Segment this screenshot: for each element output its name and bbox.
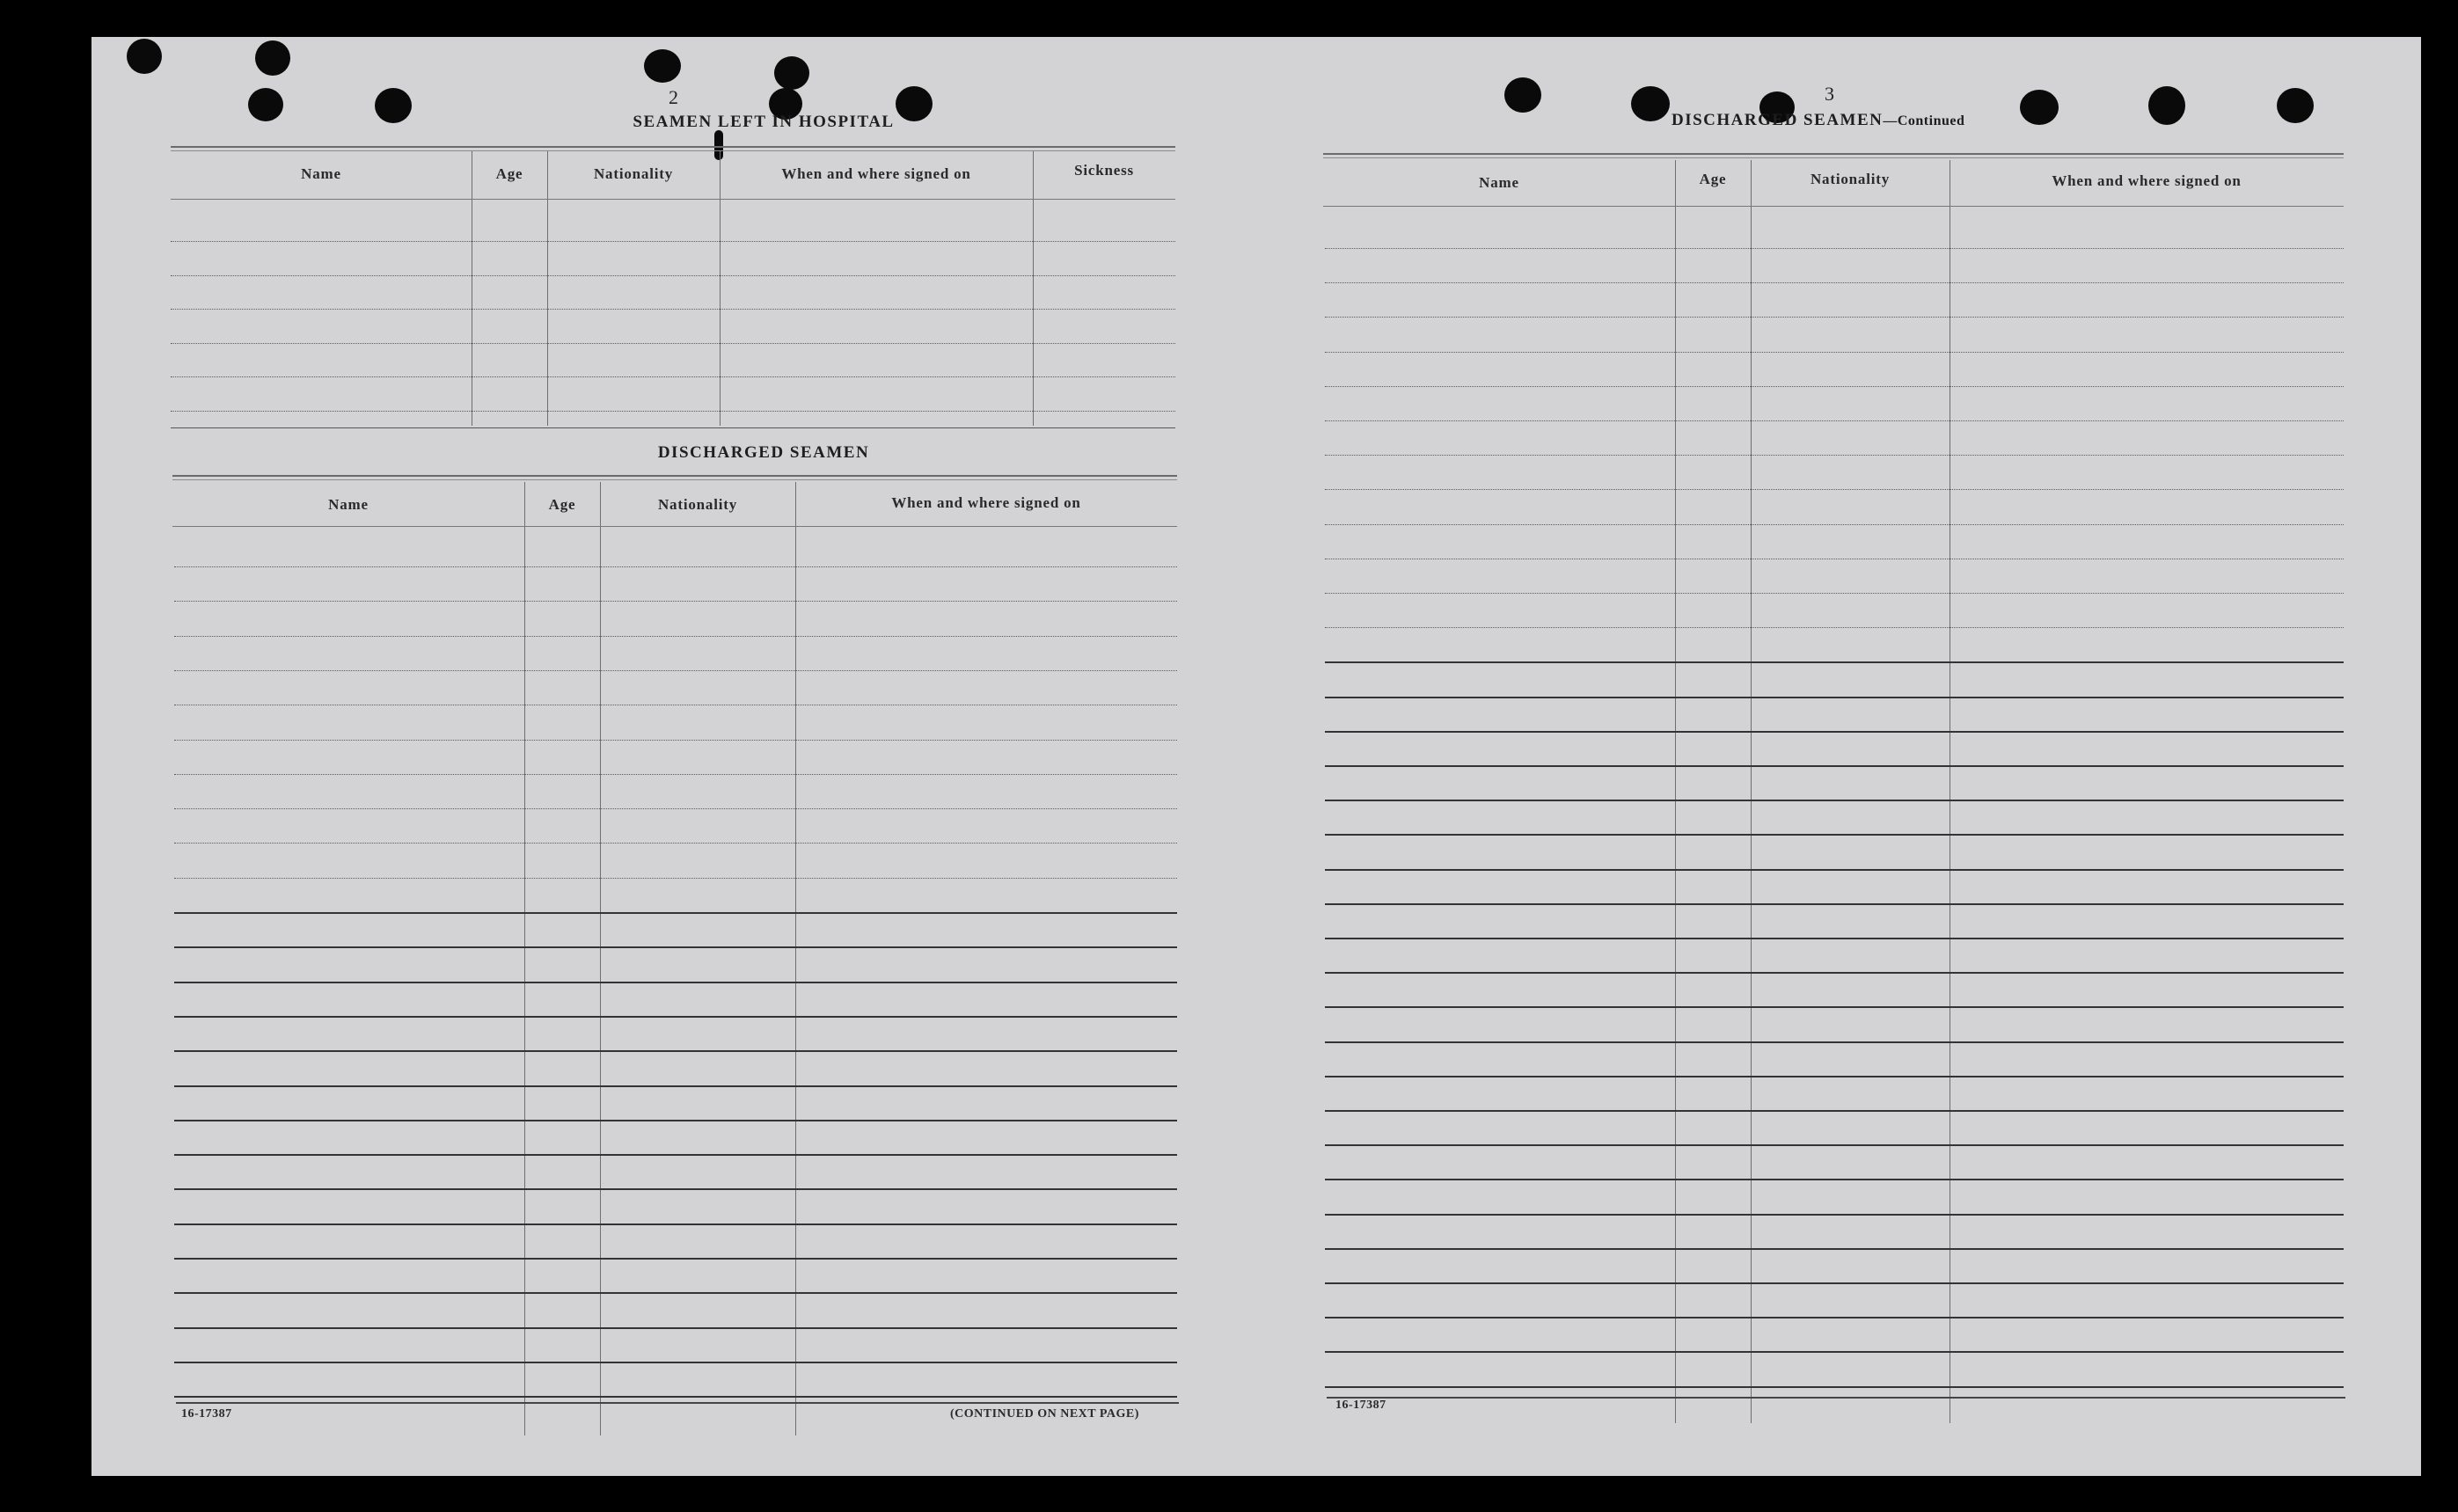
table-row: [1325, 765, 2344, 767]
table-row: [174, 878, 1177, 879]
table-row: [174, 808, 1177, 809]
table-row: [1325, 697, 2344, 698]
table-row: [174, 1327, 1177, 1329]
column-header-signed-on: When and where signed on: [781, 165, 971, 182]
table-row: [1325, 282, 2344, 283]
table-row: [174, 566, 1177, 567]
table-row: [171, 376, 1175, 377]
continued-note: (CONTINUED ON NEXT PAGE): [950, 1407, 1139, 1421]
table-row: [1325, 352, 2344, 353]
table-row: [174, 670, 1177, 671]
column-header-name: Name: [301, 165, 341, 182]
table-row: [1325, 1179, 2344, 1180]
left-page: [91, 37, 1235, 1476]
section-title-suffix: —Continued: [1883, 113, 1965, 128]
table-row: [1325, 1317, 2344, 1318]
column-header-nationality: Nationality: [593, 165, 674, 182]
table-row: [1325, 972, 2344, 974]
table-row: [1325, 317, 2344, 318]
table-row: [171, 343, 1175, 344]
table-row: [174, 1362, 1177, 1363]
section-title-main: DISCHARGED SEAMEN: [1672, 111, 1884, 129]
table-row: [1325, 731, 2344, 733]
table-row: [1325, 1144, 2344, 1146]
table-row: [171, 275, 1175, 276]
table-row: [174, 1016, 1177, 1018]
table-row: [174, 946, 1177, 948]
table-row: [1325, 661, 2344, 663]
column-header-signed-on: When and where signed on: [891, 494, 1081, 511]
table-row: [1325, 1110, 2344, 1112]
table-row: [1325, 869, 2344, 871]
table-top-rule: [171, 146, 1175, 148]
table-row: [1325, 1248, 2344, 1250]
column-header-nationality: Nationality: [657, 496, 738, 513]
column-header-name: Name: [1479, 174, 1519, 191]
table-top-rule: [1323, 153, 2344, 155]
table-row: [174, 1258, 1177, 1260]
table-row: [174, 1396, 1177, 1398]
column-header-name: Name: [328, 496, 369, 513]
column-header-age: Age: [495, 165, 523, 182]
column-header-age: Age: [548, 496, 576, 513]
table-row: [174, 1188, 1177, 1190]
table-row: [1325, 903, 2344, 905]
table-row: [1325, 1041, 2344, 1043]
table-row: [174, 740, 1177, 741]
column-header-signed-on: When and where signed on: [2052, 172, 2242, 189]
table-row: [1325, 593, 2344, 594]
table-row: [171, 241, 1175, 242]
table-row: [1325, 1076, 2344, 1077]
table-row: [174, 1292, 1177, 1294]
table-row: [1325, 627, 2344, 628]
table-row: [1325, 248, 2344, 249]
table-row: [174, 774, 1177, 775]
discharged-section-title: DISCHARGED SEAMEN: [657, 443, 870, 462]
table-row: [1325, 1282, 2344, 1284]
column-header-nationality: Nationality: [1810, 171, 1891, 187]
table-row: [1325, 386, 2344, 387]
table-row: [1325, 800, 2344, 801]
page-number: 3: [1825, 83, 1834, 105]
table-row: [1325, 1214, 2344, 1216]
table-row: [1325, 524, 2344, 525]
table-row: [171, 411, 1175, 412]
column-header-age: Age: [1699, 171, 1727, 187]
table-row: [174, 1050, 1177, 1052]
table-row: [1325, 834, 2344, 836]
page-number: 2: [669, 86, 678, 108]
table-row: [1325, 420, 2344, 421]
table-row: [1325, 1351, 2344, 1353]
table-row: [174, 1154, 1177, 1156]
table-row: [1325, 489, 2344, 490]
table-row: [174, 601, 1177, 602]
right-page: [1235, 37, 2421, 1476]
table-row: [174, 1120, 1177, 1121]
table-row: [174, 1223, 1177, 1225]
continued-section-title: [1672, 111, 1964, 130]
table-top-rule: [172, 475, 1177, 477]
form-number: 16-17387: [1335, 1399, 1386, 1412]
table-row: [1325, 1386, 2344, 1388]
table-row: [174, 636, 1177, 637]
hospital-section-title: SEAMEN LEFT IN HOSPITAL: [633, 113, 895, 131]
form-number: 16-17387: [181, 1407, 232, 1421]
table-row: [1325, 938, 2344, 939]
table-row: [174, 1085, 1177, 1087]
table-row: [171, 309, 1175, 310]
table-row: [1325, 455, 2344, 456]
table-row: [1325, 1006, 2344, 1008]
table-row: [174, 843, 1177, 844]
table-row: [174, 912, 1177, 914]
document-sheet: [91, 37, 2421, 1476]
table-row: [174, 982, 1177, 983]
column-header-sickness: Sickness: [1074, 162, 1134, 179]
